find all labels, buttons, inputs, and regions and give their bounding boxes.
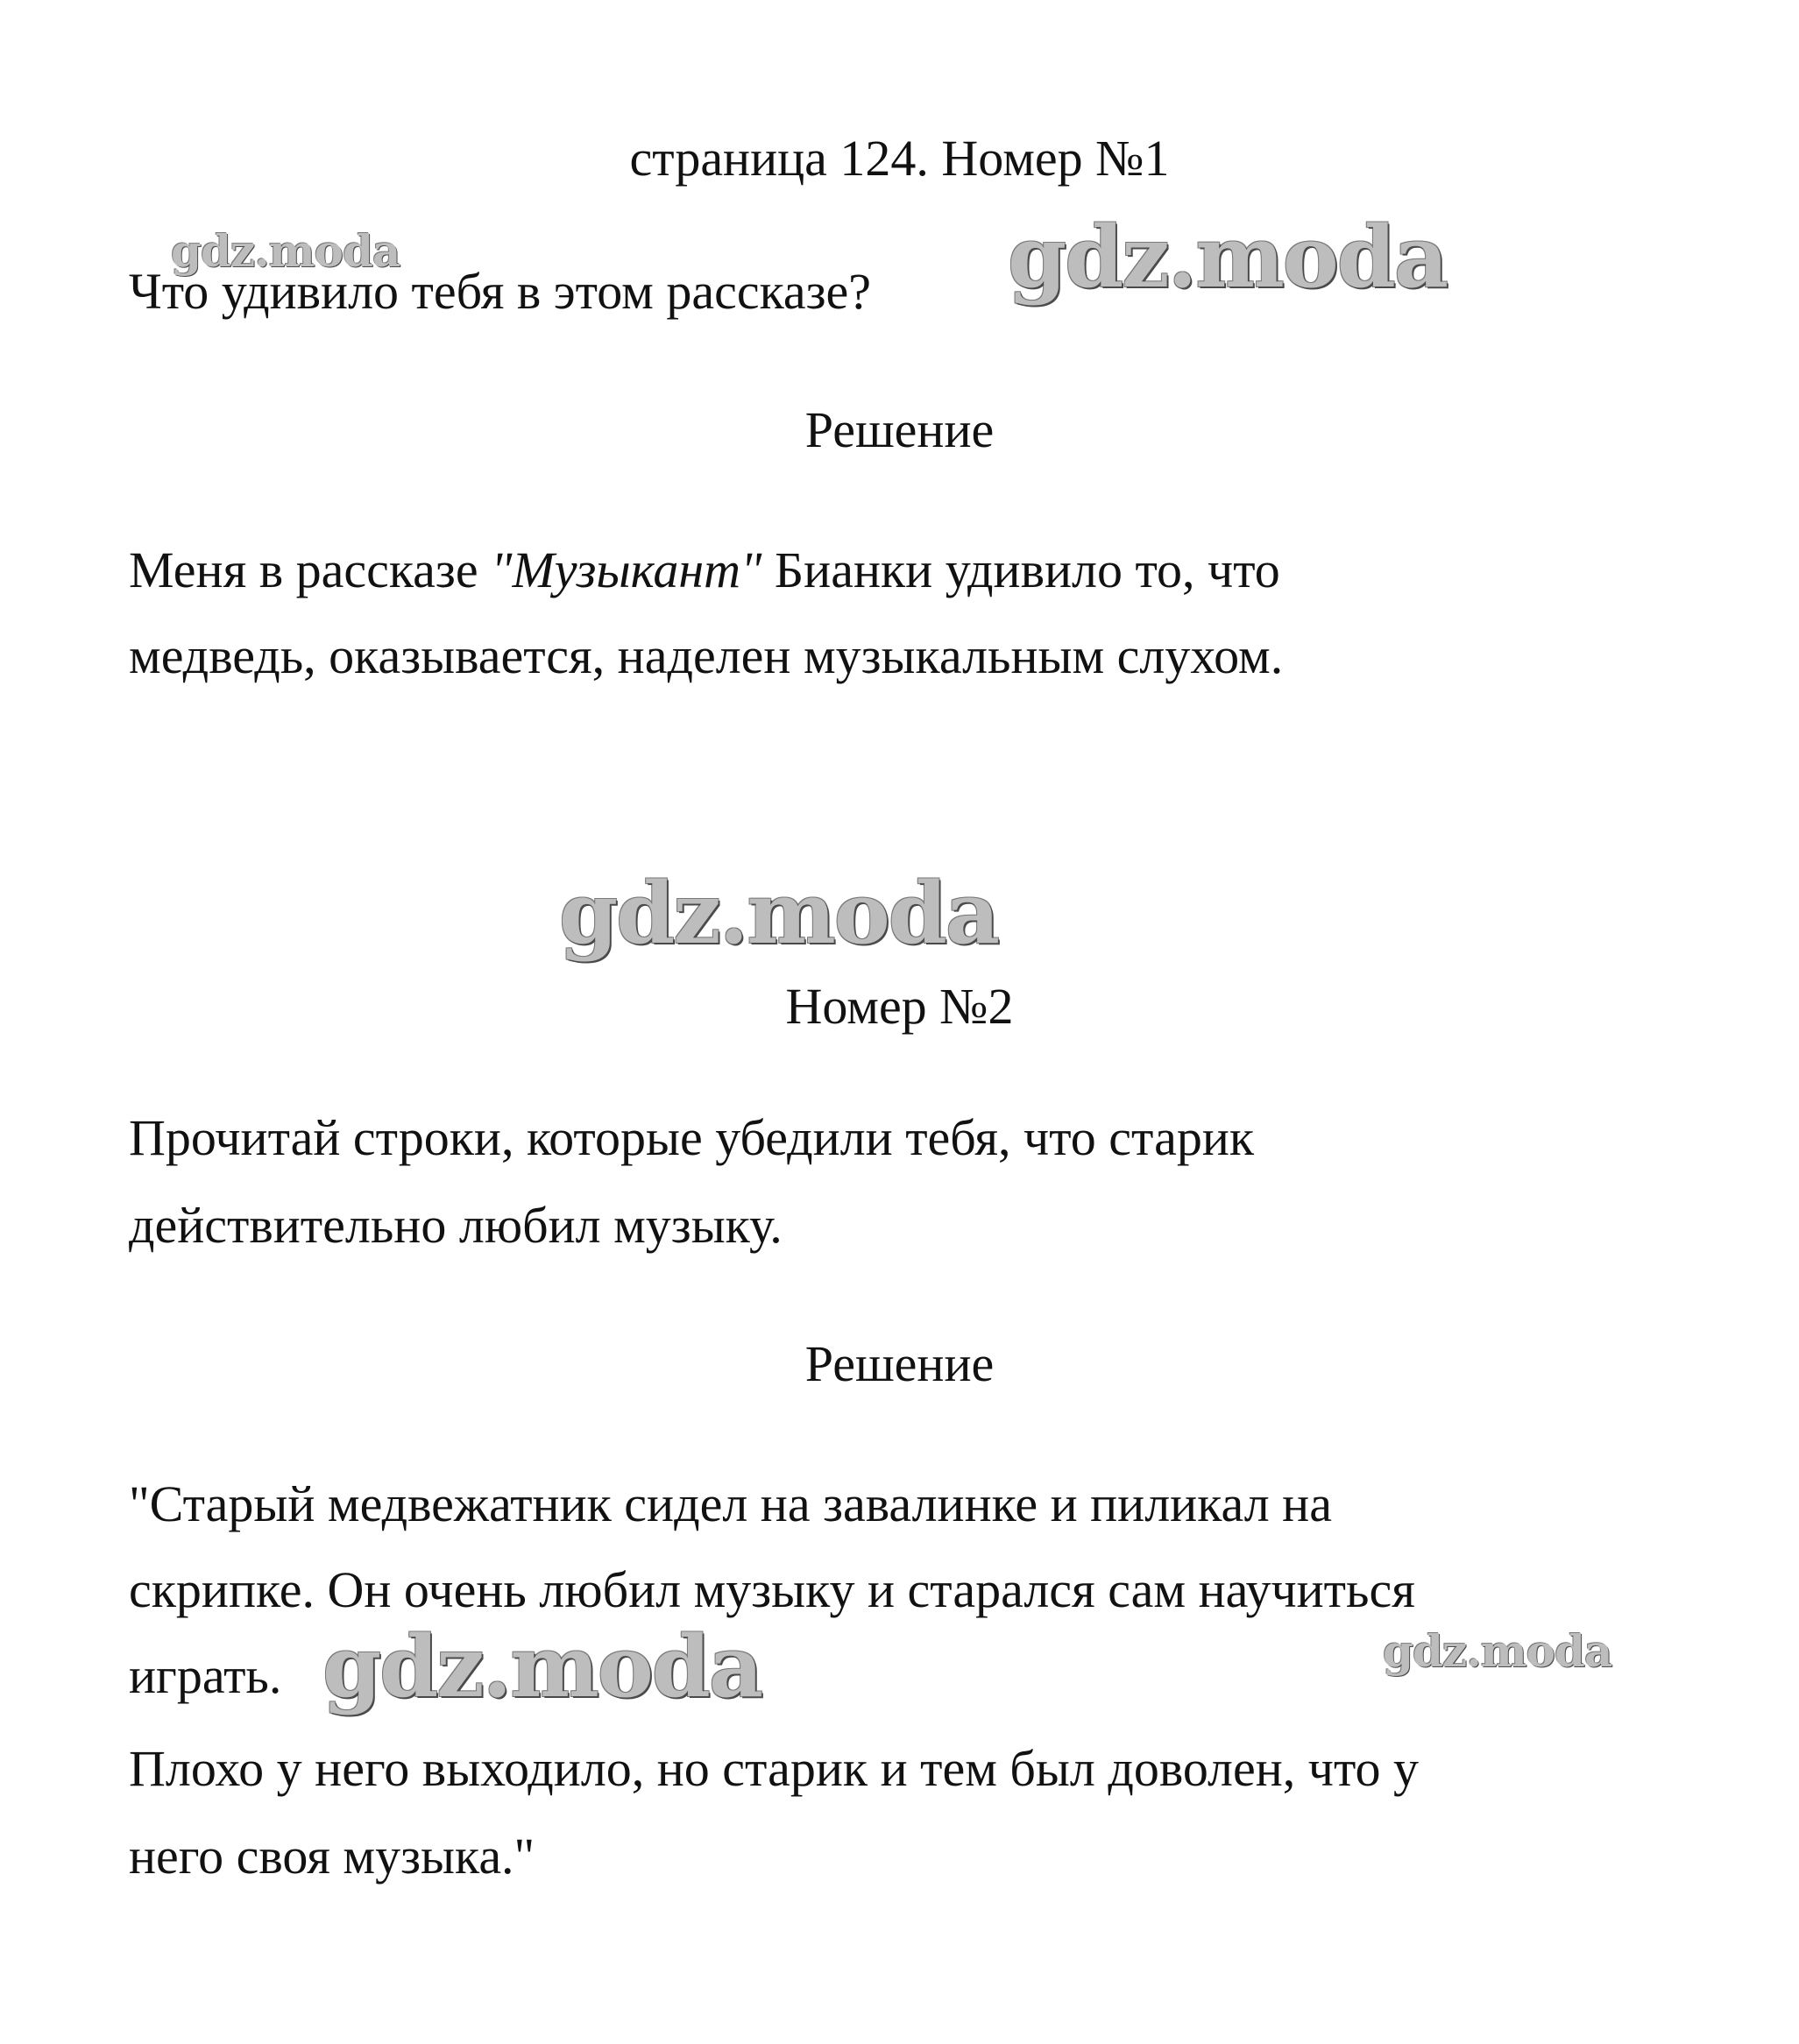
watermark-small-top: gdz.moda [171,225,400,277]
task1-question: Что удивило тебя в этом рассказе? [129,263,872,320]
answer-suffix: Бианки удивило то, что [761,541,1280,598]
task1-answer-line1 [129,541,1280,598]
task2-question-line1: Прочитай строки, которые убедили тебя, что старик [129,1109,1255,1166]
task2-answer-line3: играть. [129,1647,282,1704]
task1-solution-label: Решение [804,401,995,458]
answer-prefix: Меня в рассказе [129,541,492,598]
watermark-large-middle: gdz.moda [559,864,999,963]
task2-solution-label: Решение [804,1335,995,1392]
story-title: "Музыкант" [491,541,762,598]
watermark-small-bottom: gdz.moda [1383,1625,1612,1677]
watermark-large-bottom: gdz.moda [322,1617,762,1716]
page-title: страница 124. Номер №1 [629,130,1170,187]
task2-question-line2: действительно любил музыку. [129,1197,783,1254]
task2-answer-line4: Плохо у него выходило, но старик и тем был доволен, что у [129,1740,1420,1797]
watermark-large-top: gdz.moda [1008,208,1448,307]
task2-answer-line2: скрипке. Он очень любил музыку и старался сам научиться [129,1561,1415,1618]
task1-answer-line2: медведь, оказывается, наделен музыкальным слухом. [129,627,1284,684]
task2-heading: Номер №2 [785,978,1014,1035]
task2-answer-line1: "Старый медвежатник сидел на завалинке и пиликал на [129,1475,1332,1532]
task2-answer-line5: него своя музыка." [129,1828,535,1885]
